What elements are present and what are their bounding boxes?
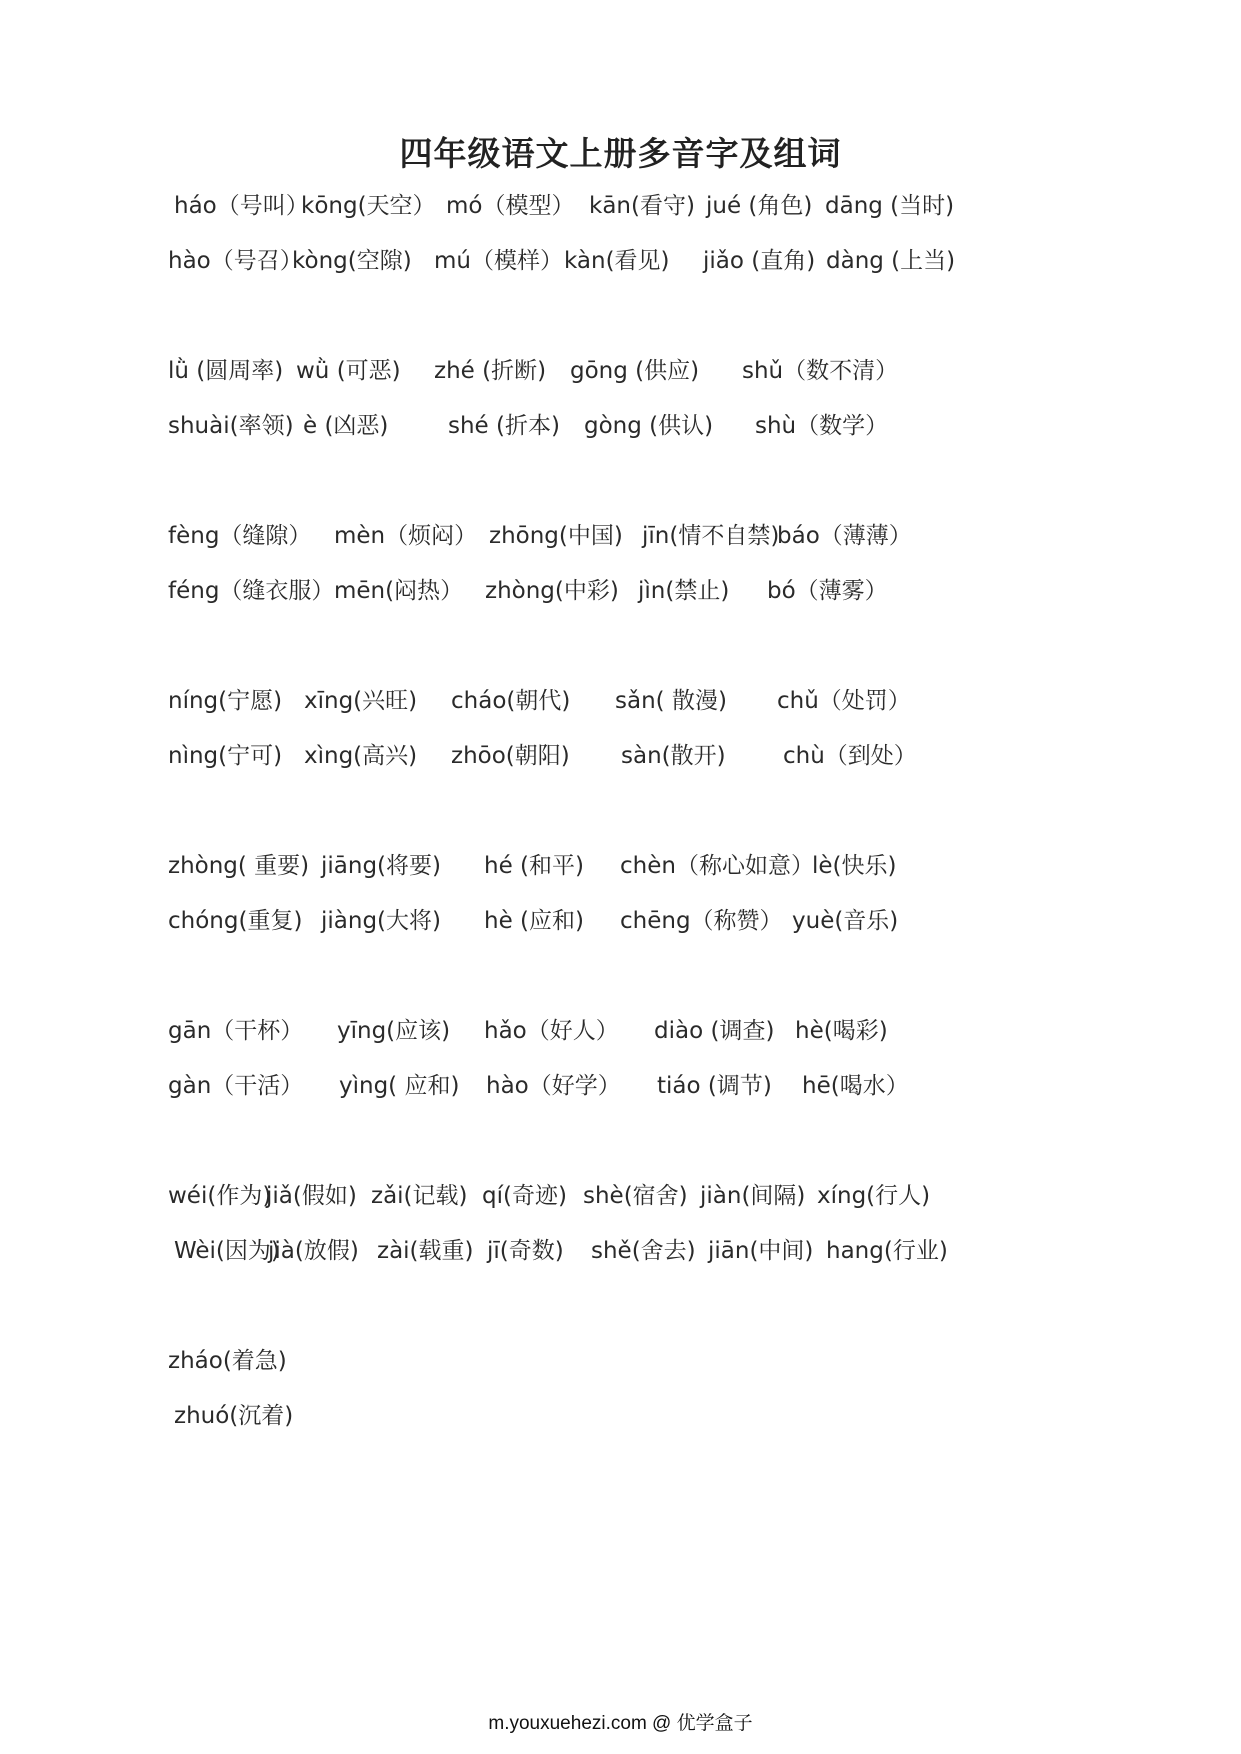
pinyin-word-entry: nìng(宁可) xyxy=(168,743,283,769)
pinyin-word-entry: shǔ（数不清） xyxy=(742,358,899,384)
pinyin-word-entry: hào（好学） xyxy=(486,1073,621,1099)
pinyin-word-entry: jiǎ(假如) xyxy=(266,1183,357,1209)
pinyin-word-entry: kōng(天空） xyxy=(301,193,436,219)
pinyin-word-entry: jīn(情不自禁) xyxy=(642,523,780,549)
pinyin-word-entry: xíng(行人) xyxy=(817,1183,931,1209)
pinyin-word-entry: hè (应和) xyxy=(484,908,584,934)
pinyin-word-entry: yuè(音乐) xyxy=(792,908,899,934)
pinyin-word-entry: gān（干杯） xyxy=(168,1018,304,1044)
word-line xyxy=(0,245,1241,277)
pinyin-word-entry: níng(宁愿) xyxy=(168,688,283,714)
pinyin-word-entry: chù（到处） xyxy=(783,743,917,769)
word-line xyxy=(0,685,1241,717)
pinyin-word-entry: chǔ（处罚） xyxy=(777,688,911,714)
pinyin-word-entry: hè(喝彩) xyxy=(795,1018,888,1044)
pinyin-word-entry: lè(快乐) xyxy=(812,853,897,879)
pinyin-word-entry: mó（模型） xyxy=(446,193,575,219)
word-line xyxy=(0,905,1241,937)
word-line xyxy=(0,1070,1241,1102)
pinyin-word-entry: cháo(朝代) xyxy=(451,688,571,714)
pinyin-word-entry: gàn（干活） xyxy=(168,1073,304,1099)
pinyin-word-entry: báo（薄薄） xyxy=(777,523,912,549)
pinyin-word-entry: dàng (上当) xyxy=(826,248,956,274)
pinyin-word-entry: shè(宿舍) xyxy=(583,1183,688,1209)
pinyin-word-entry: kān(看守) xyxy=(589,193,695,219)
pinyin-word-entry: xīng(兴旺) xyxy=(304,688,418,714)
pinyin-word-entry: hang(行业) xyxy=(826,1238,948,1264)
pinyin-word-entry: zhòng( 重要) xyxy=(168,853,310,879)
pinyin-word-entry: zǎi(记载) xyxy=(371,1183,468,1209)
pinyin-word-entry: jià(放假) xyxy=(268,1238,359,1264)
word-line xyxy=(0,190,1241,222)
pinyin-word-entry: kàn(看见) xyxy=(564,248,670,274)
pinyin-word-entry: zhòng(中彩) xyxy=(485,578,619,604)
pinyin-word-entry: háo（号叫） xyxy=(174,193,309,219)
pinyin-word-entry: zhōo(朝阳) xyxy=(451,743,570,769)
pinyin-word-entry: bó（薄雾） xyxy=(767,578,888,604)
pinyin-word-entry: shě(舍去) xyxy=(591,1238,696,1264)
pinyin-word-entry: xìng(高兴) xyxy=(304,743,418,769)
pinyin-word-entry: shé (折本) xyxy=(448,413,560,439)
pinyin-word-entry: wéi(作为) xyxy=(168,1183,272,1209)
pinyin-word-entry: hǎo（好人） xyxy=(484,1018,619,1044)
pinyin-word-entry: shù（数学） xyxy=(755,413,889,439)
word-line xyxy=(0,575,1241,607)
pinyin-word-entry: sàn(散开) xyxy=(621,743,726,769)
pinyin-word-entry: è (凶恶) xyxy=(303,413,389,439)
pinyin-word-entry: hào（号召） xyxy=(168,248,303,274)
pinyin-word-entry: fèng（缝隙） xyxy=(168,523,312,549)
pinyin-word-entry: tiáo (调节) xyxy=(657,1073,772,1099)
word-line xyxy=(0,355,1241,387)
pinyin-word-entry: zhuó(沉着) xyxy=(174,1403,294,1429)
pinyin-word-entry: lǜ (圆周率) xyxy=(168,358,284,384)
word-line xyxy=(0,1180,1241,1212)
word-line xyxy=(0,410,1241,442)
pinyin-word-entry: yīng(应该) xyxy=(337,1018,451,1044)
pinyin-word-entry: zháo(着急) xyxy=(168,1348,287,1374)
word-line xyxy=(0,1400,1241,1432)
pinyin-word-entry: féng（缝衣服） xyxy=(168,578,335,604)
pinyin-word-entry: mú（模样） xyxy=(434,248,563,274)
pinyin-word-entry: shuài(率领) xyxy=(168,413,294,439)
pinyin-word-entry: yìng( 应和) xyxy=(339,1073,460,1099)
pinyin-word-entry: chēng（称赞） xyxy=(620,908,783,934)
pinyin-word-entry: jiāng(将要) xyxy=(321,853,441,879)
pinyin-word-entry: jué (角色) xyxy=(706,193,813,219)
pinyin-word-entry: zhé (折断) xyxy=(434,358,547,384)
pinyin-word-entry: Wèi(因为) xyxy=(174,1238,280,1264)
pinyin-word-entry: diào (调查) xyxy=(654,1018,775,1044)
pinyin-word-entry: sǎn( 散漫) xyxy=(615,688,727,714)
pinyin-word-entry: jiǎo (直角) xyxy=(703,248,816,274)
pinyin-word-entry: chóng(重复) xyxy=(168,908,303,934)
pinyin-word-entry: zài(载重) xyxy=(377,1238,474,1264)
word-line xyxy=(0,850,1241,882)
pinyin-word-entry: gòng (供认) xyxy=(584,413,714,439)
page-title: 四年级语文上册多音字及组词 xyxy=(399,134,842,173)
pinyin-word-entry: jiān(中间) xyxy=(708,1238,814,1264)
pinyin-word-entry: chèn（称心如意） xyxy=(620,853,814,879)
pinyin-word-entry: jìn(禁止) xyxy=(638,578,730,604)
word-line xyxy=(0,1015,1241,1047)
pinyin-word-entry: mēn(闷热） xyxy=(334,578,464,604)
word-line xyxy=(0,520,1241,552)
pinyin-word-entry: dāng (当时) xyxy=(825,193,955,219)
pinyin-word-entry: kòng(空隙) xyxy=(292,248,412,274)
pinyin-word-entry: hé (和平) xyxy=(484,853,584,879)
word-line xyxy=(0,1345,1241,1377)
word-line xyxy=(0,740,1241,772)
pinyin-word-entry: zhōng(中国) xyxy=(489,523,623,549)
source-watermark: m.youxuehezi.com @ 优学盒子 xyxy=(488,1713,753,1734)
pinyin-word-entry: jiàn(间隔) xyxy=(700,1183,806,1209)
word-line xyxy=(0,1235,1241,1267)
pinyin-word-entry: jī(奇数) xyxy=(487,1238,564,1264)
pinyin-word-entry: qí(奇迹) xyxy=(482,1183,567,1209)
pinyin-word-entry: jiàng(大将) xyxy=(321,908,441,934)
pinyin-word-entry: hē(喝水） xyxy=(802,1073,909,1099)
pinyin-word-entry: wǜ (可恶) xyxy=(296,358,401,384)
pinyin-word-entry: mèn（烦闷） xyxy=(334,523,478,549)
pinyin-word-entry: gōng (供应) xyxy=(570,358,700,384)
